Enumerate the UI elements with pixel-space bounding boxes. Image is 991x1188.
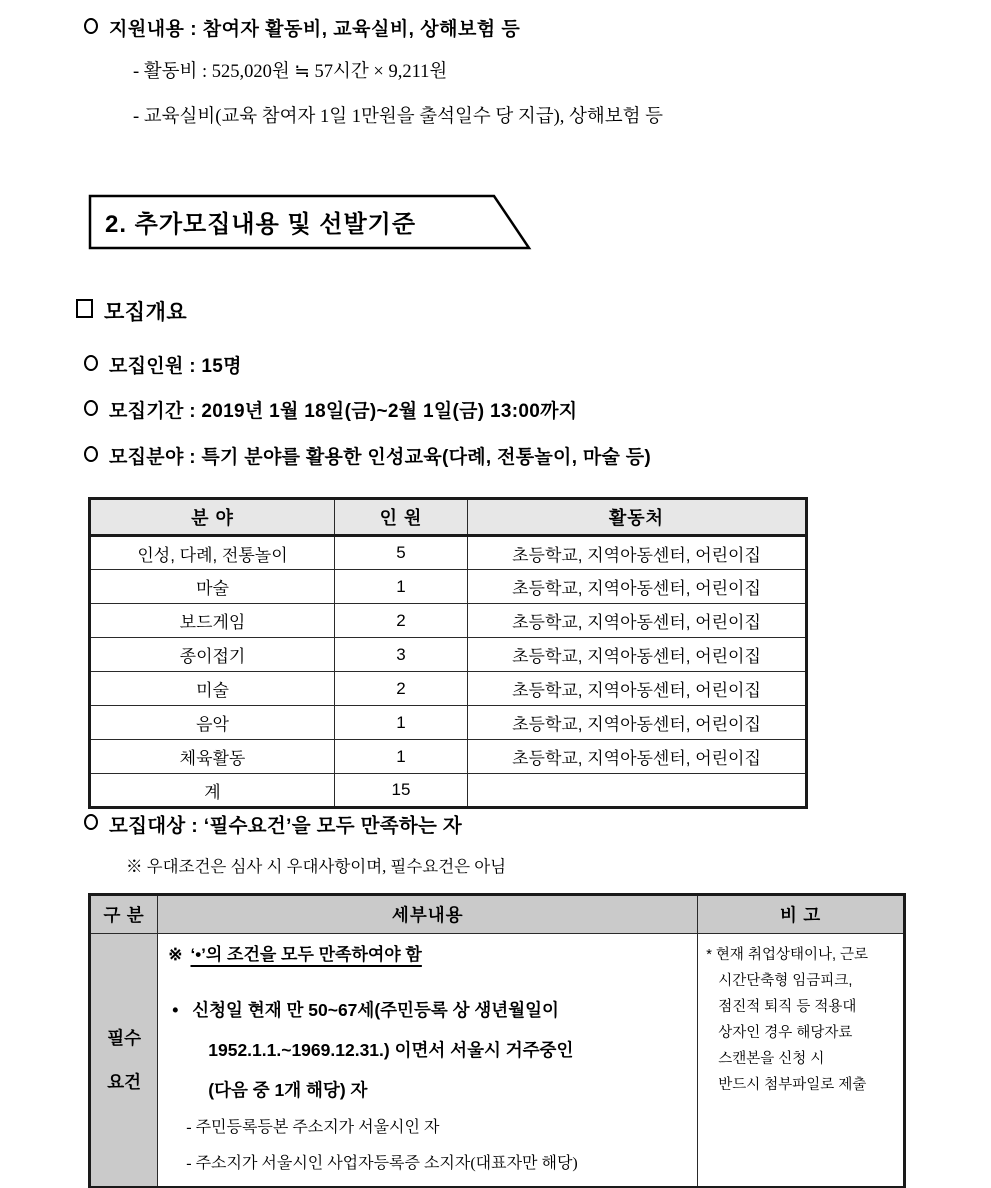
requirement-row — [90, 934, 905, 1188]
support-item-education-fee: - 교육실비(교육 참여자 1일 1만원을 출석일수 당 지급), 상해보험 등 — [133, 107, 664, 127]
workplace-cell: 초등학교, 지역아동센터, 어린이집 — [468, 570, 807, 604]
table-row — [90, 536, 807, 570]
field-cell: 음악 — [90, 706, 335, 740]
remark-line: 상자인 경우 해당자료 — [718, 1025, 853, 1042]
circle-bullet-icon — [84, 400, 98, 416]
table-row — [90, 672, 807, 706]
field-cell: 종이접기 — [90, 638, 335, 672]
overview-item-field-text: 모집분야 : 특기 분야를 활용한 인성교육(다례, 전통놀이, 마술 등) — [109, 447, 652, 468]
table-row — [90, 570, 807, 604]
circle-bullet-icon — [84, 446, 98, 462]
overview-item-period — [84, 396, 577, 423]
field-cell: 인성, 다례, 전통놀이 — [90, 536, 335, 570]
field-cell: 마술 — [90, 570, 335, 604]
headcount-cell: 5 — [335, 536, 468, 570]
overview-item-period-text: 모집기간 : 2019년 1월 18일(금)~2월 1일(금) 13:00까지 — [109, 401, 578, 422]
sub-condition-1: - 주민등록등본 주소지가 서울시인 자 — [186, 1119, 440, 1136]
overview-heading-label: 모집개요 — [104, 301, 188, 324]
remarks-column-header: 비 고 — [698, 895, 905, 934]
circle-bullet-icon — [84, 18, 98, 34]
row-label-line: 요건 — [107, 1072, 142, 1092]
headcount-cell: 15 — [335, 774, 468, 808]
workplace-column-header: 활동처 — [468, 499, 807, 536]
support-title: 지원내용 : 참여자 활동비, 교육실비, 상해보험 등 — [109, 19, 521, 40]
headcount-cell: 2 — [335, 672, 468, 706]
section-banner — [88, 194, 532, 250]
square-bullet-icon — [76, 299, 93, 318]
overview-item-field — [84, 442, 651, 469]
headcount-cell: 1 — [335, 740, 468, 774]
overview-item-headcount-text: 모집인원 : 15명 — [109, 356, 242, 377]
table-row-total — [90, 774, 807, 808]
overview-item-headcount — [84, 351, 242, 378]
requirement-details-cell — [158, 934, 698, 1188]
headcount-cell: 3 — [335, 638, 468, 672]
rule-line — [168, 942, 691, 968]
rule-text: ‘•’의 조건을 모두 만족하여야 함 — [190, 945, 422, 964]
row-label-line: 필수 — [107, 1028, 142, 1048]
details-column-header: 세부내용 — [158, 895, 698, 934]
circle-bullet-icon — [84, 355, 98, 371]
circle-bullet-icon — [84, 814, 98, 830]
section-banner-title: 2. 추가모집내용 및 선발기준 — [105, 210, 417, 238]
reference-mark: ※ — [168, 945, 183, 964]
remark-line: 반드시 첨부파일로 제출 — [718, 1077, 867, 1094]
workplace-cell: 초등학교, 지역아동센터, 어린이집 — [468, 740, 807, 774]
requirement-table-header-row — [90, 895, 905, 934]
main-condition-line-3: (다음 중 1개 해당) 자 — [208, 1080, 368, 1100]
support-item-activity-fee: - 활동비 : 525,020원 ≒ 57시간 × 9,211원 — [133, 62, 448, 82]
field-table-header-row — [90, 499, 807, 536]
workplace-cell: 초등학교, 지역아동센터, 어린이집 — [468, 638, 807, 672]
main-condition-line-2: 1952.1.1.~1969.12.31.) 이면서 서울시 거주중인 — [208, 1040, 574, 1060]
field-cell: 계 — [90, 774, 335, 808]
field-table — [88, 497, 808, 809]
headcount-cell: 2 — [335, 604, 468, 638]
support-title-line — [84, 14, 520, 41]
remark-line: 시간단축형 임금피크, — [718, 973, 853, 990]
workplace-cell: 초등학교, 지역아동센터, 어린이집 — [468, 672, 807, 706]
sub-condition-2: - 주소지가 서울시인 사업자등록증 소지자(대표자만 해당) — [186, 1155, 578, 1172]
remark-line: * 현재 취업상태이나, 근로 — [706, 947, 869, 963]
table-row — [90, 638, 807, 672]
table-row — [90, 740, 807, 774]
target-title: 모집대상 : ‘필수요건’을 모두 만족하는 자 — [109, 815, 463, 837]
field-cell: 체육활동 — [90, 740, 335, 774]
main-condition-text: 신청일 현재 만 50~67세(주민등록 상 생년월일이 — [192, 1000, 559, 1020]
headcount-cell: 1 — [335, 706, 468, 740]
remark-line: 점진적 퇴직 등 적용대 — [718, 999, 857, 1016]
field-cell: 보드게임 — [90, 604, 335, 638]
headcount-column-header: 인 원 — [335, 499, 468, 536]
overview-heading — [76, 296, 187, 326]
workplace-cell — [468, 774, 807, 808]
workplace-cell: 초등학교, 지역아동센터, 어린이집 — [468, 604, 807, 638]
target-title-line — [84, 810, 462, 838]
table-row — [90, 604, 807, 638]
dot-bullet-icon: • — [172, 1000, 179, 1020]
requirement-row-label — [90, 934, 158, 1188]
remark-line: 스캔본을 신청 시 — [718, 1051, 825, 1068]
headcount-cell: 1 — [335, 570, 468, 604]
field-column-header: 분 야 — [90, 499, 335, 536]
requirement-table — [88, 893, 906, 1188]
field-cell: 미술 — [90, 672, 335, 706]
requirement-remarks-cell — [698, 934, 905, 1188]
workplace-cell: 초등학교, 지역아동센터, 어린이집 — [468, 536, 807, 570]
table-row — [90, 706, 807, 740]
main-condition-line-1 — [168, 990, 691, 1030]
target-note: ※ 우대조건은 심사 시 우대사항이며, 필수요건은 아님 — [126, 857, 507, 876]
category-column-header: 구 분 — [90, 895, 158, 934]
workplace-cell: 초등학교, 지역아동센터, 어린이집 — [468, 706, 807, 740]
